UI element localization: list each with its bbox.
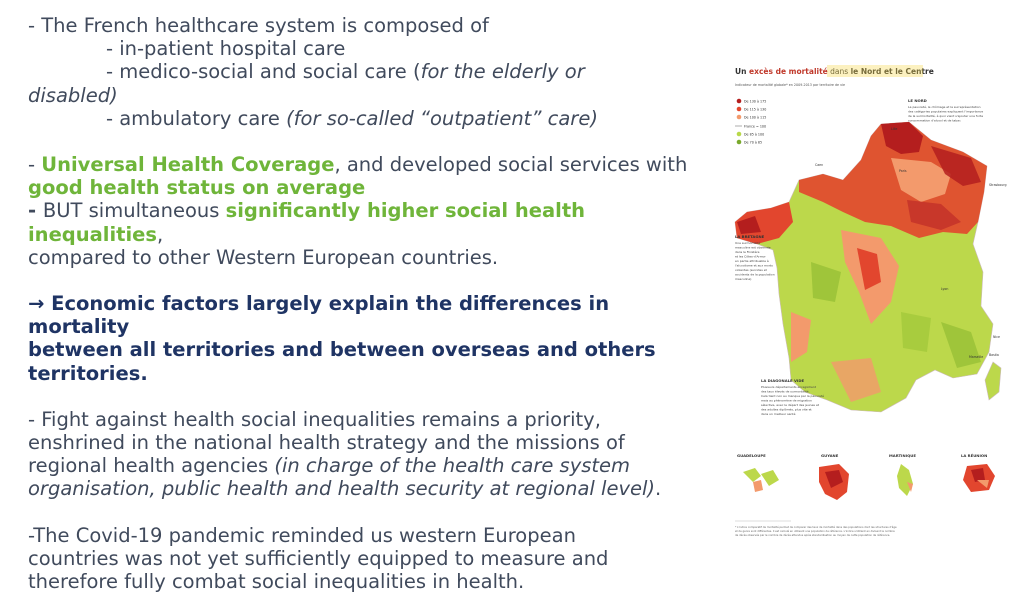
svg-text:masculine est observée: masculine est observée [735,245,771,250]
compared-line: compared to other Western European countries. [28,245,499,269]
svg-text:Paris: Paris [899,169,907,173]
bullet-inpatient: - in-patient hospital care [106,37,346,61]
economic-line-2: between all territories and between overseas and others [28,338,656,362]
svg-text:Strasbourg: Strasbourg [989,183,1007,187]
svg-text:et de genre sont différentes.: et de genre sont différentes. Il est calculé en utilisant une population de référence. L'indice s'obtient en divisant le nombre [735,530,895,533]
overseas-territories [737,453,995,500]
svg-text:des adultes diplômés, plus vit: des adultes diplômés, plus vite et [761,407,812,412]
map-subtitle: Indicateur de mortalité globale* en 2009-2013 par territoire de vie [735,83,846,87]
covid-line-2: countries was not yet sufficiently equipped to measure and [28,546,609,570]
system-intro: - The French healthcare system is composed of [28,14,489,37]
svg-text:* L'indice comparatif de morta: * L'indice comparatif de mortalité permet de comparer des taux de mortalité dans des populations dont les structures d'âge [735,526,897,529]
covid-line-1: -The Covid-19 pandemic reminded us western European [28,523,576,547]
svg-text:MARTINIQUE: MARTINIQUE [889,453,916,458]
svg-text:GUYANE: GUYANE [821,453,839,458]
bullet-medico-social: - medico-social and social care (for the elderly or [106,60,585,84]
svg-text:violentes (suicides et: violentes (suicides et [735,268,767,272]
svg-text:LA RÉUNION: LA RÉUNION [961,453,988,458]
economic-line-3: territories. [28,361,148,385]
covid-line-3: therefore fully combat social inequalities in health. [28,570,525,593]
svg-text:accidents de la population: accidents de la population [735,272,775,277]
nord-annotation [908,98,983,123]
svg-text:Caen: Caen [815,163,824,167]
svg-text:France = 100: France = 100 [744,124,767,129]
svg-text:mais au phénomène de migration: mais au phénomène de migration [761,398,812,403]
svg-text:Lyon: Lyon [941,287,949,291]
svg-text:Cela tient non au manque par l: Cela tient non au manque par la pauvreté [761,394,825,398]
priority-line-2: enshrined in the national health strategy and the missions of [28,431,625,455]
svg-text:De 70 à 85: De 70 à 85 [744,140,763,145]
bullet-ambulatory: - ambulatory care (for so-called “outpatient” care) [106,106,598,130]
svg-text:Marseille: Marseille [969,355,984,359]
svg-text:LE NORD: LE NORD [908,98,927,103]
svg-text:de la surmortalité, à quoi vie: de la surmortalité, à quoi vient s'ajouter une forte [908,114,984,118]
map-footnote [735,521,897,537]
mortality-map-figure [731,62,1009,550]
svg-text:LA DIAGONALE VIDE: LA DIAGONALE VIDE [761,378,805,383]
svg-text:GUADELOUPE: GUADELOUPE [737,453,766,458]
svg-text:De 85 à 100: De 85 à 100 [744,132,765,137]
svg-text:de décès observés par le nombr: de décès observés par le nombre de décès attendus après standardisation au moyen de cette population de référence. [735,534,891,537]
map-legend [735,99,766,145]
economic-line-1: → Economic factors largely explain the differences in mortality [28,292,610,339]
svg-text:dans le Finistère: dans le Finistère [735,250,760,254]
priority-line-4: organisation, public health and health security at regional level). [28,477,662,501]
svg-text:La pauvreté, le chômage et la: La pauvreté, le chômage et la surreprésentation [908,105,981,109]
map-title: Un excès de mortalité dans le Nord et le Centre [735,67,934,76]
svg-text:l'alcoolisme et aux morts: l'alcoolisme et aux morts [735,263,773,268]
svg-text:des taux élevés de surmortalit: des taux élevés de surmortalité. [761,389,810,394]
svg-text:Nice: Nice [993,335,1000,339]
svg-text:masculine): masculine) [735,277,752,281]
bullet-medico-social-cont: disabled) [28,83,118,107]
svg-text:De 130 à 175: De 130 à 175 [744,99,767,104]
svg-text:et les Côtes-d'Armor: et les Côtes-d'Armor [735,254,766,259]
svg-text:Plusieurs départements enregis: Plusieurs départements enregistrent [761,385,816,389]
svg-text:dans un meilleur santé: dans un meilleur santé [761,412,796,416]
france-mortality-map [735,122,1001,412]
svg-text:De 100 à 115: De 100 à 115 [744,115,767,120]
svg-text:Bastia: Bastia [989,353,999,357]
svg-text:Lille: Lille [891,127,898,131]
priority-line-3: regional health agencies (in charge of the health care system [28,454,631,478]
svg-text:LA BRETAGNE: LA BRETAGNE [735,234,765,239]
svg-text:en partie attribuable à: en partie attribuable à [735,259,769,263]
good-health-line: good health status on average [28,176,366,200]
svg-text:des catégories populaires expl: des catégories populaires expliquent l'importance [908,109,984,114]
svg-text:De 115 à 130: De 115 à 130 [744,107,767,112]
svg-text:Une surmortalité: Une surmortalité [735,241,761,245]
svg-text:sélective, avec le départ des: sélective, avec le départ des jeunes et [761,403,819,407]
main-text [28,14,708,593]
uhc-line: - Universal Health Coverage, and developed social services with [28,153,688,177]
priority-line-1: - Fight against health social inequalities remains a priority, [28,407,601,431]
inequalities-line: - BUT simultaneous significantly higher social health inequalities, [28,199,586,246]
svg-text:consommation d'alcool et de ta: consommation d'alcool et de tabac [908,118,961,123]
